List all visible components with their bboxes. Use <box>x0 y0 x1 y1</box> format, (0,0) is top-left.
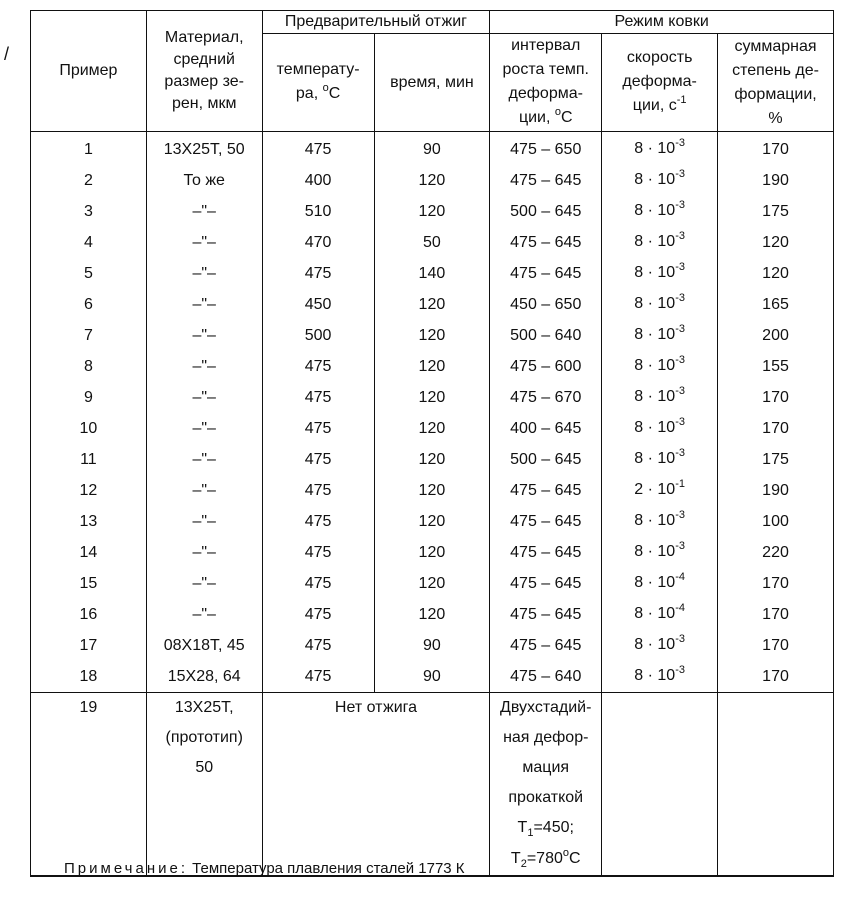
table-row <box>31 630 834 661</box>
speed-exponent: -3 <box>675 292 685 304</box>
table-row <box>31 537 834 568</box>
cell-deformation-line: мация <box>522 759 570 776</box>
cell-interval: 475 – 645 <box>490 165 602 196</box>
cell-total: 190 <box>718 475 834 506</box>
cell-total: 190 <box>718 165 834 196</box>
cell-total: 200 <box>718 320 834 351</box>
header-temperature-text: ра, <box>295 85 319 102</box>
cell-material: То же <box>146 165 262 196</box>
cell-total: 100 <box>718 506 834 537</box>
header-interval-line: роста темп. <box>502 61 589 78</box>
cell-material-line: (прототип) <box>165 729 243 746</box>
cell-no-anneal: Нет отжига <box>262 693 490 877</box>
cell-material: –"– <box>146 568 262 599</box>
speed-exponent: -3 <box>675 230 685 242</box>
t1-value: =450; <box>533 819 574 836</box>
speed-base: 8 · 10 <box>634 574 676 591</box>
table-row <box>31 506 834 537</box>
cell-total: 175 <box>718 444 834 475</box>
cell-temperature: 500 <box>262 320 374 351</box>
cell-material: –"– <box>146 475 262 506</box>
header-material-line: средний <box>173 51 235 68</box>
cell-example: 5 <box>31 258 147 289</box>
speed-exponent: -3 <box>675 385 685 397</box>
cell-material: –"– <box>146 444 262 475</box>
cell-temperature: 475 <box>262 382 374 413</box>
cell-time: 120 <box>374 506 490 537</box>
header-material-line: размер зе- <box>164 73 244 90</box>
cell-speed <box>602 506 718 537</box>
cell-example: 7 <box>31 320 147 351</box>
degree-sign: o <box>554 106 561 118</box>
cell-interval: 500 – 640 <box>490 320 602 351</box>
speed-base: 8 · 10 <box>634 233 676 250</box>
cell-example: 8 <box>31 351 147 382</box>
cell-time: 140 <box>374 258 490 289</box>
cell-example: 9 <box>31 382 147 413</box>
speed-exponent: -3 <box>675 447 685 459</box>
cell-speed <box>602 630 718 661</box>
cell-total: 155 <box>718 351 834 382</box>
cell-speed <box>602 351 718 382</box>
cell-time: 120 <box>374 568 490 599</box>
cell-t1 <box>492 813 599 844</box>
speed-exponent: -3 <box>675 509 685 521</box>
header-speed <box>602 34 718 132</box>
cell-temperature: 475 <box>262 475 374 506</box>
cell-time: 120 <box>374 444 490 475</box>
header-interval-text: ции, <box>518 109 551 126</box>
cell-total: 170 <box>718 132 834 166</box>
table-row <box>31 289 834 320</box>
header-total-line: % <box>768 109 783 127</box>
header-interval-line: деформа- <box>508 85 583 102</box>
header-speed-text: ции, с <box>632 97 677 114</box>
cell-example: 12 <box>31 475 147 506</box>
header-material <box>146 11 262 132</box>
speed-base: 8 · 10 <box>634 202 676 219</box>
cell-time: 90 <box>374 661 490 693</box>
cell-example: 15 <box>31 568 147 599</box>
cell-example: 6 <box>31 289 147 320</box>
cell-interval: 400 – 645 <box>490 413 602 444</box>
cell-example: 2 <box>31 165 147 196</box>
header-pre-anneal: Предварительный отжиг <box>262 11 490 34</box>
speed-exponent: -1 <box>675 478 685 490</box>
header-temperature-line: температу- <box>276 61 360 78</box>
unit: C <box>328 85 341 102</box>
cell-material <box>146 693 262 877</box>
table-row <box>31 475 834 506</box>
cell-time: 90 <box>374 132 490 166</box>
cell-interval: 450 – 650 <box>490 289 602 320</box>
cell-interval: 475 – 645 <box>490 475 602 506</box>
cell-time: 120 <box>374 382 490 413</box>
header-forging-mode: Режим ковки <box>490 11 834 34</box>
t2-value: =780 <box>526 850 563 867</box>
table-row <box>31 132 834 166</box>
unit: C <box>561 109 573 126</box>
cell-time: 120 <box>374 537 490 568</box>
speed-base: 8 · 10 <box>634 512 676 529</box>
cell-total: 220 <box>718 537 834 568</box>
speed-base: 8 · 10 <box>634 636 676 653</box>
cell-material: 13Х25Т, 50 <box>146 132 262 166</box>
header-total <box>718 34 834 132</box>
speed-base: 8 · 10 <box>634 388 676 405</box>
speed-base: 8 · 10 <box>634 419 676 436</box>
header-material-line: Материал, <box>164 29 244 46</box>
speed-base: 8 · 10 <box>634 140 676 157</box>
header-time: время, мин <box>374 34 490 132</box>
speed-base: 2 · 10 <box>634 481 676 498</box>
cell-speed <box>602 413 718 444</box>
cell-material: 15Х28, 64 <box>146 661 262 693</box>
cell-material: –"– <box>146 506 262 537</box>
t2-subscript: 2 <box>520 858 527 870</box>
speed-base: 8 · 10 <box>634 605 676 622</box>
cell-interval: 500 – 645 <box>490 444 602 475</box>
cell-time: 120 <box>374 320 490 351</box>
table-row <box>31 351 834 382</box>
header-speed-line: скорость <box>626 49 693 66</box>
cell-example: 13 <box>31 506 147 537</box>
table-row <box>31 165 834 196</box>
cell-material: –"– <box>146 196 262 227</box>
cell-temperature: 475 <box>262 444 374 475</box>
speed-base: 8 · 10 <box>634 326 676 343</box>
cell-speed <box>602 227 718 258</box>
speed-exponent: -3 <box>675 199 685 211</box>
cell-material: –"– <box>146 413 262 444</box>
speed-exponent: -4 <box>675 571 685 583</box>
speed-base: 8 · 10 <box>634 264 676 281</box>
cell-time: 120 <box>374 413 490 444</box>
cell-interval: 475 – 670 <box>490 382 602 413</box>
cell-total: 120 <box>718 258 834 289</box>
cell-total: 120 <box>718 227 834 258</box>
cell-time: 120 <box>374 599 490 630</box>
table-row <box>31 320 834 351</box>
speed-exponent: -3 <box>675 261 685 273</box>
cell-example: 4 <box>31 227 147 258</box>
header-interval-line: интервал <box>511 37 581 54</box>
speed-base: 8 · 10 <box>634 357 676 374</box>
table-row <box>31 444 834 475</box>
cell-deformation <box>490 693 602 877</box>
cell-temperature: 475 <box>262 599 374 630</box>
cell-interval: 475 – 645 <box>490 630 602 661</box>
cell-interval: 475 – 640 <box>490 661 602 693</box>
header-temperature-line <box>265 82 372 107</box>
cell-temperature: 400 <box>262 165 374 196</box>
cell-time: 90 <box>374 630 490 661</box>
cell-interval: 475 – 645 <box>490 537 602 568</box>
cell-total: 170 <box>718 413 834 444</box>
cell-temperature: 450 <box>262 289 374 320</box>
cell-total: 170 <box>718 661 834 693</box>
forging-modes-table <box>30 10 834 877</box>
header-material-line: рен, мкм <box>171 95 237 112</box>
header-total-line: степень де- <box>732 61 819 79</box>
speed-base: 8 · 10 <box>634 171 676 188</box>
cell-temperature: 475 <box>262 568 374 599</box>
cell-temperature: 475 <box>262 351 374 382</box>
table-row-prototype <box>31 693 834 877</box>
speed-exponent: -3 <box>675 323 685 335</box>
cell-example: 16 <box>31 599 147 630</box>
t2-symbol: T <box>510 850 521 867</box>
table-row <box>31 227 834 258</box>
cell-speed <box>602 196 718 227</box>
cell-speed <box>602 537 718 568</box>
speed-base: 8 · 10 <box>634 450 676 467</box>
t1-subscript: 1 <box>527 827 534 839</box>
speed-exponent: -3 <box>675 168 685 180</box>
table-row <box>31 258 834 289</box>
speed-exponent: -3 <box>675 416 685 428</box>
cell-interval: 475 – 645 <box>490 258 602 289</box>
cell-interval: 475 – 645 <box>490 568 602 599</box>
cell-interval: 475 – 645 <box>490 599 602 630</box>
cell-speed <box>602 599 718 630</box>
cell-total: 170 <box>718 568 834 599</box>
cell-time: 120 <box>374 289 490 320</box>
speed-base: 8 · 10 <box>634 667 676 684</box>
header-total-line: формации, <box>734 85 817 103</box>
cell-speed <box>602 320 718 351</box>
speed-exponent: -3 <box>675 633 685 645</box>
cell-total: 170 <box>718 630 834 661</box>
header-speed-line: деформа- <box>622 73 697 90</box>
cell-material-line: 13Х25Т, <box>174 699 234 716</box>
cell-material: 08Х18Т, 45 <box>146 630 262 661</box>
footnote <box>64 860 465 877</box>
cell-material: –"– <box>146 320 262 351</box>
cell-material-line: 50 <box>195 759 214 776</box>
cell-speed <box>602 382 718 413</box>
table-row <box>31 599 834 630</box>
speed-exponent: -3 <box>675 664 685 676</box>
cell-speed <box>602 444 718 475</box>
cell-material: –"– <box>146 351 262 382</box>
cell-temperature: 475 <box>262 258 374 289</box>
header-interval <box>490 34 602 132</box>
header-interval-line <box>492 106 599 131</box>
exponent: -1 <box>676 94 687 106</box>
cell-speed-empty <box>602 693 718 877</box>
unit: C <box>569 850 581 867</box>
speed-base: 8 · 10 <box>634 295 676 312</box>
cell-total: 175 <box>718 196 834 227</box>
speed-exponent: -3 <box>675 354 685 366</box>
table-row <box>31 413 834 444</box>
cell-temperature: 475 <box>262 506 374 537</box>
degree-sign: o <box>322 82 329 94</box>
t1-symbol: T <box>517 819 528 836</box>
cell-temperature: 470 <box>262 227 374 258</box>
speed-base: 8 · 10 <box>634 543 676 560</box>
cell-temperature: 510 <box>262 196 374 227</box>
cell-example: 11 <box>31 444 147 475</box>
cell-total: 170 <box>718 599 834 630</box>
cell-example: 18 <box>31 661 147 693</box>
speed-exponent: -3 <box>675 137 685 149</box>
footnote-text: Температура плавления сталей 1773 К <box>188 860 465 877</box>
table-row <box>31 196 834 227</box>
cell-speed <box>602 568 718 599</box>
cell-interval: 500 – 645 <box>490 196 602 227</box>
cell-material: –"– <box>146 537 262 568</box>
cell-speed <box>602 475 718 506</box>
cell-material: –"– <box>146 599 262 630</box>
cell-material: –"– <box>146 289 262 320</box>
cell-example: 14 <box>31 537 147 568</box>
cell-time: 120 <box>374 351 490 382</box>
cell-interval: 475 – 645 <box>490 506 602 537</box>
cell-time: 120 <box>374 475 490 506</box>
cell-total: 165 <box>718 289 834 320</box>
degree-sign: o <box>562 847 569 859</box>
cell-temperature: 475 <box>262 132 374 166</box>
footnote-label: Примечание: <box>64 860 188 877</box>
table-row <box>31 568 834 599</box>
cell-deformation-line: ная дефор- <box>503 729 589 746</box>
cell-material: –"– <box>146 258 262 289</box>
cell-example: 1 <box>31 132 147 166</box>
cell-material: –"– <box>146 382 262 413</box>
cell-deformation-line: прокаткой <box>508 789 584 806</box>
cell-speed <box>602 661 718 693</box>
header-example: Пример <box>31 11 147 132</box>
cell-total-empty <box>718 693 834 877</box>
cell-example: 19 <box>31 693 147 877</box>
cell-interval: 475 – 645 <box>490 227 602 258</box>
cell-example: 3 <box>31 196 147 227</box>
cell-interval: 475 – 650 <box>490 132 602 166</box>
cell-temperature: 475 <box>262 413 374 444</box>
cell-speed <box>602 132 718 166</box>
header-speed-line <box>604 94 715 119</box>
cell-material: –"– <box>146 227 262 258</box>
header-total-line: суммарная <box>734 37 817 55</box>
cell-time: 120 <box>374 165 490 196</box>
cell-speed <box>602 289 718 320</box>
cell-interval: 475 – 600 <box>490 351 602 382</box>
table-row <box>31 382 834 413</box>
table-body <box>31 132 834 877</box>
cell-temperature: 475 <box>262 661 374 693</box>
cell-time: 120 <box>374 196 490 227</box>
header-temperature <box>262 34 374 132</box>
cell-time: 50 <box>374 227 490 258</box>
cell-speed <box>602 258 718 289</box>
cell-temperature: 475 <box>262 537 374 568</box>
cell-t2 <box>492 844 599 875</box>
cell-total: 170 <box>718 382 834 413</box>
cell-temperature: 475 <box>262 630 374 661</box>
cell-example: 17 <box>31 630 147 661</box>
cell-example: 10 <box>31 413 147 444</box>
table-row <box>31 661 834 693</box>
cell-deformation-line: Двухстадий- <box>500 699 592 716</box>
cell-speed <box>602 165 718 196</box>
speed-exponent: -3 <box>675 540 685 552</box>
speed-exponent: -4 <box>675 602 685 614</box>
margin-mark: / <box>4 44 10 64</box>
